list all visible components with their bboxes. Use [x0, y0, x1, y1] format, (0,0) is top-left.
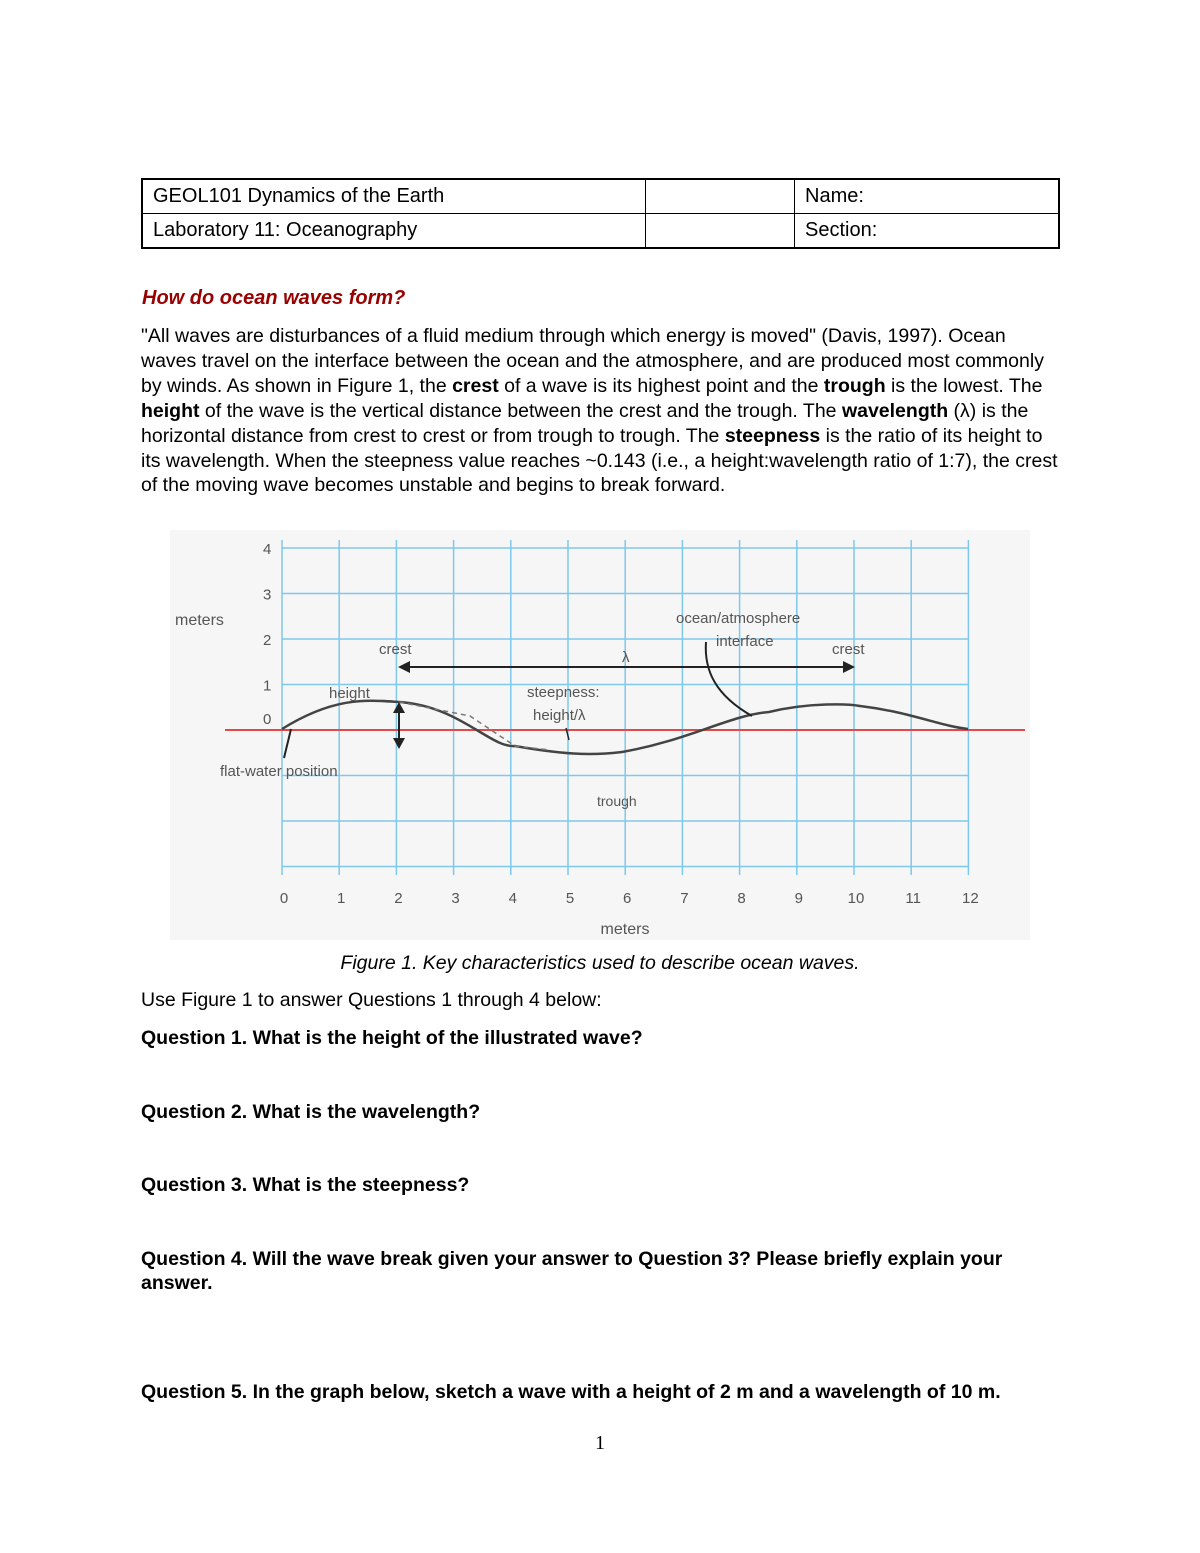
x-tick-label: 8 [737, 890, 746, 907]
question-4: Question 4. Will the wave break given your answer to Question 3? Please briefly explain your answer. [141, 1248, 1003, 1294]
y-tick-label: 0 [263, 711, 272, 728]
intro-text: is the lowest. The [885, 374, 1043, 397]
lambda-label: λ [622, 649, 630, 666]
question-1: Question 1. What is the height of the illustrated wave? [141, 1027, 643, 1049]
intro-text: of the wave is the vertical distance between the crest and the trough. The [199, 399, 842, 422]
steepness-label: steepness: [527, 684, 600, 701]
x-tick-label: 11 [905, 890, 921, 907]
y-tick-label: 4 [263, 541, 272, 558]
blank-cell [646, 214, 795, 249]
x-tick-label: 0 [279, 890, 289, 907]
name-field[interactable]: Name: [795, 179, 1060, 214]
crest-label-right: crest [832, 641, 865, 658]
x-tick-label: 3 [451, 890, 460, 907]
term-height: height [141, 399, 200, 422]
figure-background [170, 530, 1030, 940]
x-axis-label: meters [600, 921, 650, 938]
term-crest: crest [452, 374, 499, 397]
term-steepness: steepness [724, 424, 821, 447]
x-tick-label: 12 [962, 890, 979, 907]
x-tick-label: 7 [680, 890, 689, 907]
crest-label-left: crest [379, 641, 412, 658]
height-label: height [329, 685, 370, 702]
x-tick-label: 2 [394, 890, 403, 907]
lab-title: Laboratory 11: Oceanography [142, 214, 646, 249]
x-tick-label: 9 [794, 890, 803, 907]
flat-water-label: flat-water position [220, 763, 338, 780]
instruction-line: Use Figure 1 to answer Questions 1 through 4 below: [141, 989, 602, 1011]
x-tick-label: 10 [847, 890, 865, 907]
wave-figure [170, 530, 1030, 940]
steepness-formula-label: height/λ [533, 707, 586, 724]
x-tick-label: 4 [508, 890, 517, 907]
y-axis-label: meters [175, 612, 224, 629]
interface-label-2: interface [716, 633, 774, 650]
x-tick-label: 6 [623, 890, 632, 907]
term-wavelength: wavelength [841, 399, 949, 422]
term-trough: trough [823, 374, 886, 397]
course-title: GEOL101 Dynamics of the Earth [142, 179, 646, 214]
question-5: Question 5. In the graph below, sketch a wave with a height of 2 m and a wavelength of 10 m. [141, 1381, 1001, 1403]
interface-label: ocean/atmosphere [676, 610, 801, 627]
intro-paragraph [141, 324, 1066, 498]
x-tick-label: 1 [337, 890, 346, 907]
intro-text: "All waves are disturbances of a fluid medium through which energy is moved" (Davis, 1997). Ocean waves travel on the interface between the ocean and the atmosphere, and are produced most commonly by winds. As shown in Figure 1, the [141, 325, 1044, 397]
x-tick-label: 5 [565, 890, 575, 907]
question-2: Question 2. What is the wavelength? [141, 1101, 481, 1123]
y-tick-label: 2 [263, 632, 272, 649]
question-3: Question 3. What is the steepness? [141, 1174, 470, 1196]
intro-text: (λ) is the horizontal distance from crest to crest or from trough to trough. The [141, 399, 1029, 447]
page-number: 1 [595, 1432, 605, 1454]
header-table [141, 178, 1060, 249]
blank-cell [646, 179, 795, 214]
y-tick-label: 1 [263, 677, 272, 695]
y-tick-label: 3 [263, 586, 272, 604]
intro-text: of a wave is its highest point and the [498, 374, 824, 397]
figure-caption: Figure 1. Key characteristics used to describe ocean waves. [340, 952, 860, 974]
trough-label: trough [597, 793, 637, 809]
section-heading: How do ocean waves form? [142, 287, 406, 309]
section-field[interactable]: Section: [795, 214, 1060, 249]
intro-text: is the ratio of its height to its wavelength. When the steepness value reaches ~0.143 (i.e., a height:wavelength ratio of 1:7), the crest of the moving wave becomes unstable and begins to break forward. [141, 424, 1058, 497]
